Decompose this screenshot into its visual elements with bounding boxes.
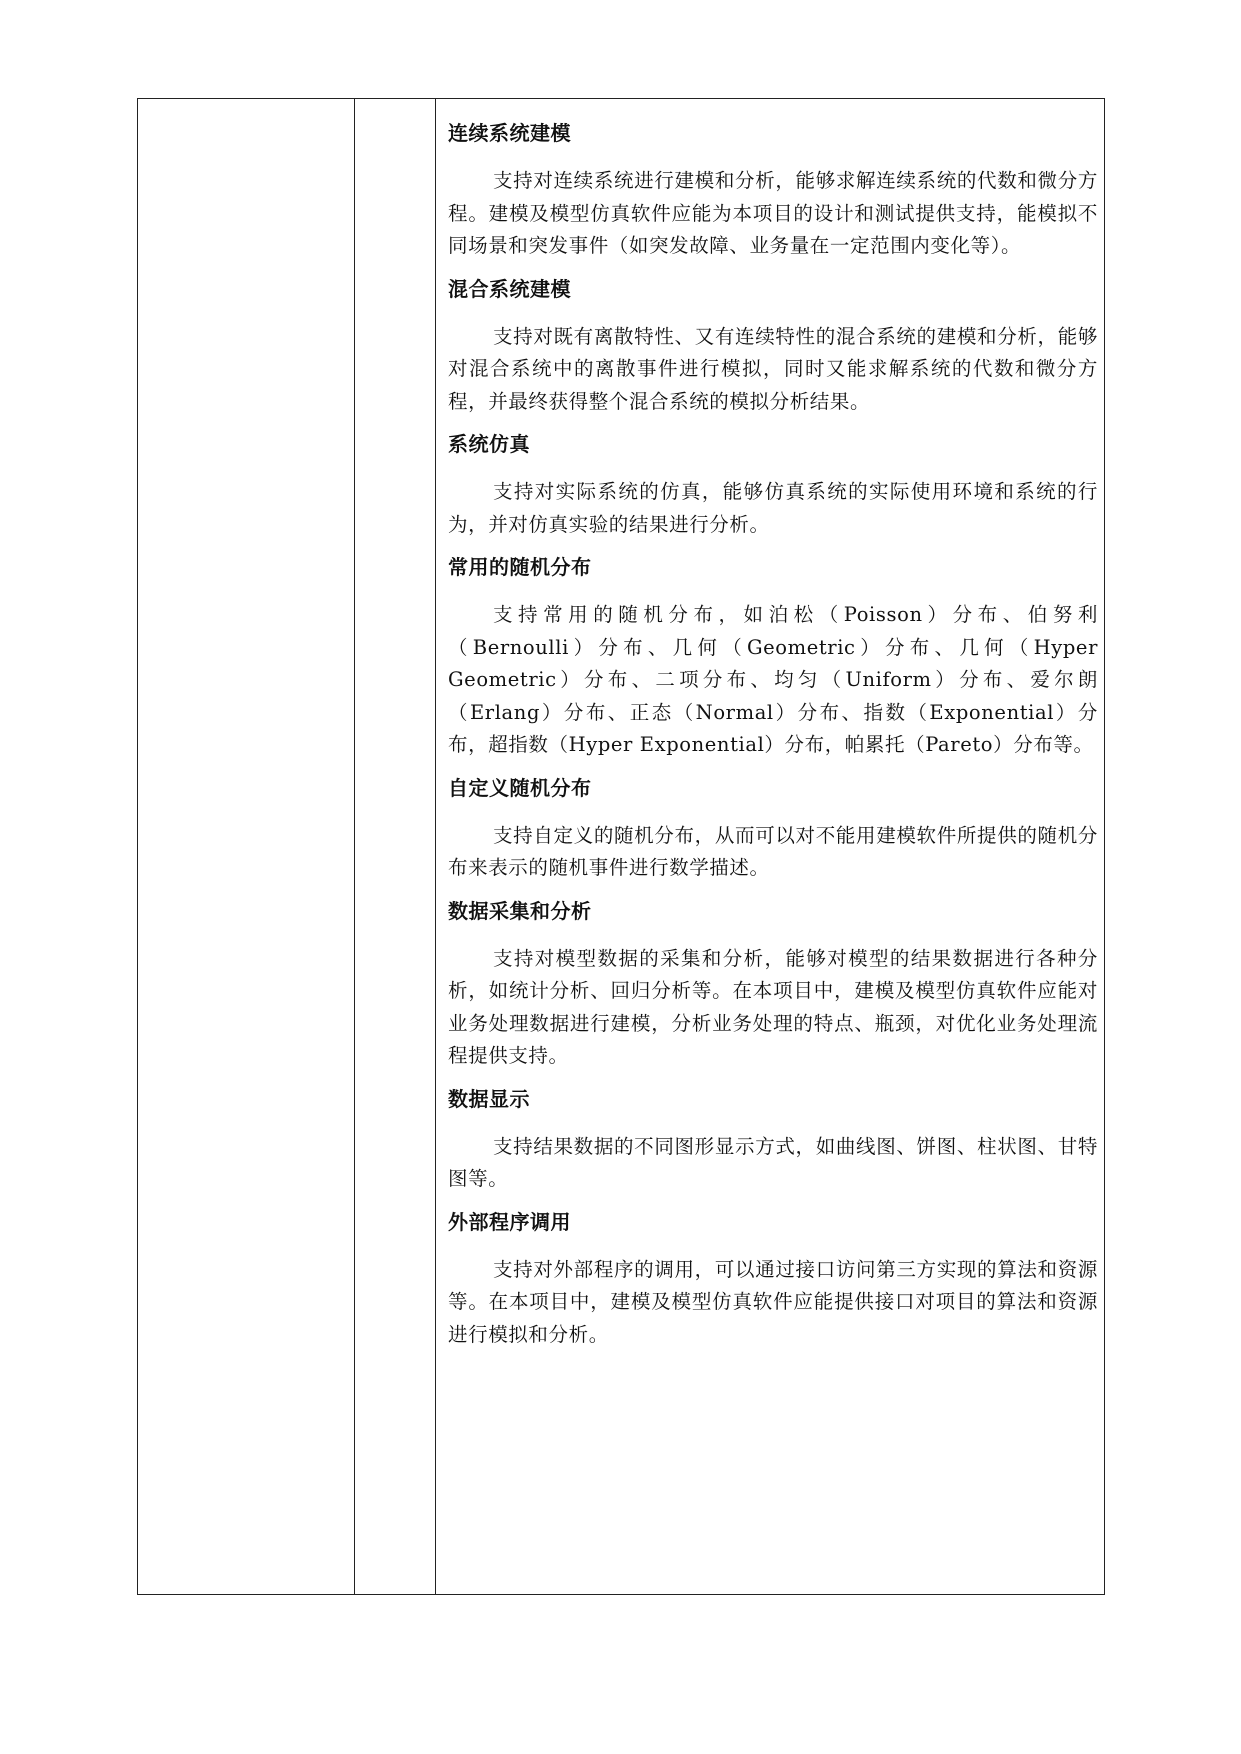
section-custom-distributions: [448, 774, 1098, 885]
section-data-collection: [448, 897, 1098, 1073]
section-body: 支持常用的随机分布，如泊松（Poisson）分布、伯努利（Bernoulli）分布、几何（Geometric）分布、几何（Hyper Geometric）分布、二项分布、均匀（Uniform）分布、爱尔朗（Erlang）分布、正态（Normal）分布、指数（Exponential）分布，超指数（Hyper Exponential）分布，帕累托（Pareto）分布等。: [448, 603, 1098, 756]
section-title: 混合系统建模: [448, 276, 571, 301]
requirements-content-cell: [448, 119, 1098, 1363]
section-common-distributions: [448, 553, 1098, 762]
section-body: 支持对模型数据的采集和分析，能够对模型的结果数据进行各种分析，如统计分析、回归分析等。在本项目中，建模及模型仿真软件应能对业务处理数据进行建模，分析业务处理的特点、瓶颈，对优化业务处理流程提供支持。: [448, 946, 1098, 1067]
section-body: 支持自定义的随机分布，从而可以对不能用建模软件所提供的随机分布来表示的随机事件进行数学描述。: [448, 823, 1098, 879]
section-body: 支持对外部程序的调用，可以通过接口访问第三方实现的算法和资源等。在本项目中，建模及模型仿真软件应能提供接口对项目的算法和资源进行模拟和分析。: [448, 1257, 1098, 1346]
section-title: 自定义随机分布: [448, 775, 592, 800]
section-body: 支持对实际系统的仿真，能够仿真系统的实际使用环境和系统的行为，并对仿真实验的结果进行分析。: [448, 480, 1098, 536]
section-data-display: [448, 1085, 1098, 1196]
section-title: 数据采集和分析: [448, 898, 592, 923]
section-body: 支持对既有离散特性、又有连续特性的混合系统的建模和分析，能够对混合系统中的离散事件进行模拟，同时又能求解系统的代数和微分方程，并最终获得整个混合系统的模拟分析结果。: [448, 324, 1098, 413]
section-title: 系统仿真: [448, 432, 530, 456]
requirements-table: [137, 98, 1105, 1595]
section-title: 数据显示: [448, 1086, 530, 1111]
section-body: 支持对连续系统进行建模和分析，能够求解连续系统的代数和微分方程。建模及模型仿真软件应能为本项目的设计和测试提供支持，能模拟不同场景和突发事件（如突发故障、业务量在一定范围内变化等）。: [448, 169, 1098, 257]
section-title: 连续系统建模: [448, 121, 571, 145]
section-external-calls: [448, 1208, 1098, 1352]
column-divider-2: [435, 99, 436, 1594]
section-continuous-modeling: [448, 119, 1098, 263]
section-system-simulation: [448, 430, 1098, 541]
section-hybrid-modeling: [448, 275, 1098, 419]
column-divider-1: [354, 99, 355, 1594]
section-title: 外部程序调用: [448, 1209, 571, 1234]
section-body: 支持结果数据的不同图形显示方式，如曲线图、饼图、柱状图、甘特图等。: [448, 1134, 1098, 1190]
section-title: 常用的随机分布: [448, 555, 592, 579]
